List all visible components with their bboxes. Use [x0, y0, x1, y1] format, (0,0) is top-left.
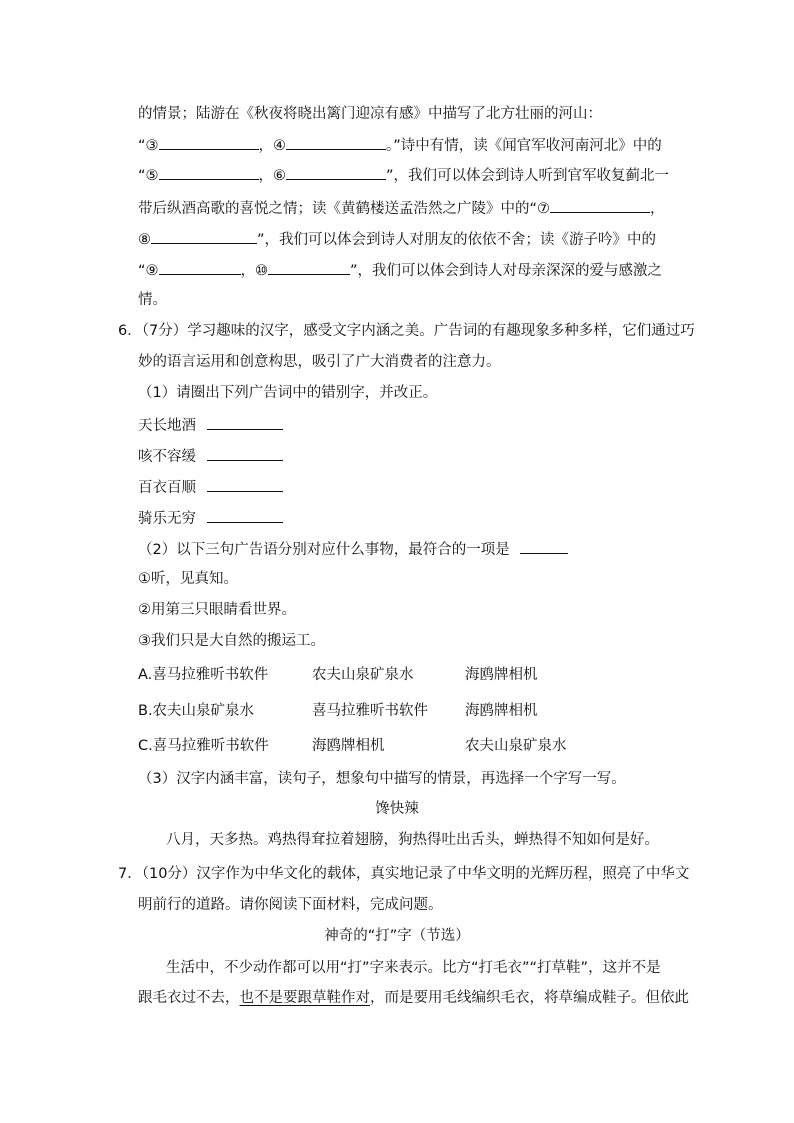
slogan-1 [138, 569, 238, 589]
ad-item [138, 445, 283, 465]
q7-passage-line-2 [138, 988, 689, 1008]
q5-line-5 [138, 228, 656, 248]
passage-text: 生活中，不少动作都可以用“打”字来表示。比方“打毛衣”“打草鞋”，这并不是 [166, 960, 661, 976]
q5-line-6 [138, 259, 662, 279]
slogan-text: ③我们只是大自然的搬运工。 [138, 633, 325, 649]
q5-text: ，④ [258, 138, 287, 154]
ad-item [138, 414, 283, 434]
q7-stem: 明前行的道路。请你阅读下面材料，完成问题。 [138, 897, 443, 913]
q6-stem: 6．（7分）学习趣味的汉字，感受文字内涵之美。广告词的有趣现象多种多样，它们通过巧 [118, 323, 695, 339]
passage-text: ，而是要用毛线编织毛衣，将草编成鞋子。但依此 [370, 990, 689, 1006]
answer-blank-8[interactable] [151, 228, 257, 244]
q5-text: 的情景；陆游在《秋夜将晓出篱门迎凉有感》中描写了北方壮丽的河山： [138, 106, 602, 122]
q6-passage-sentence [166, 830, 659, 850]
option-b-col2: 喜马拉雅听书软件 [312, 703, 428, 719]
q7-stem: 7．（10分）汉字作为中华文化的载体，真实地记录了中华文明的光辉历程，照亮了中华文 [118, 866, 690, 882]
option-c-col3: 农夫山泉矿泉水 [465, 738, 567, 754]
passage-text: 跟毛衣过不去， [138, 990, 240, 1006]
answer-blank-3[interactable] [159, 134, 259, 150]
passage-title-text: 神奇的“打”字（节选） [324, 928, 470, 944]
ad-text: 天长地酒 [138, 418, 196, 434]
slogan-text: ①听，见真知。 [138, 571, 238, 587]
q5-line-3 [138, 164, 669, 184]
q5-text: ⑧ [138, 232, 151, 248]
slogan-3 [138, 631, 325, 651]
q5-line-2 [138, 134, 662, 154]
q7-stem-line-1 [118, 864, 689, 884]
q5-line-1 [138, 104, 602, 124]
option-b-col3: 海鸥牌相机 [465, 703, 538, 719]
ad-correction-blank[interactable] [207, 445, 283, 461]
q5-text: ，⑥ [258, 168, 287, 184]
q6-part3-prompt [138, 769, 626, 789]
q5-line-7 [138, 290, 167, 310]
answer-blank-9[interactable] [159, 259, 241, 275]
q5-text: “⑨ [138, 263, 159, 279]
q5-line-4 [138, 197, 665, 217]
ad-text: 咳不容缓 [138, 449, 196, 465]
q6-part3-text: （3）汉字内涵丰富，读句子，想象句中描写的情景，再选择一个字写一写。 [138, 771, 626, 787]
q5-text: 情。 [138, 292, 167, 308]
ad-correction-blank[interactable] [207, 507, 283, 523]
q5-text: 。”诗中有情，读《闻官军收河南河北》中的 [386, 138, 662, 154]
answer-blank-4[interactable] [286, 134, 386, 150]
ad-text: 骑乐无穷 [138, 511, 196, 527]
option-a-col1[interactable]: A.喜马拉雅听书软件 [138, 667, 269, 683]
q6-stem-line-1 [118, 321, 695, 341]
passage-title-text: 馋快辣 [375, 801, 419, 817]
q6-part2-text: （2）以下三句广告语分别对应什么事物，最符合的一项是 [138, 542, 510, 558]
ad-correction-blank[interactable] [207, 476, 283, 492]
answer-blank-5[interactable] [159, 164, 259, 180]
answer-blank-6[interactable] [286, 164, 386, 180]
q5-text: ， [650, 201, 665, 217]
option-b-col1[interactable]: B.农夫山泉矿泉水 [138, 703, 255, 719]
q5-text: ”，我们可以体会到诗人听到官军收复蓟北一 [386, 168, 670, 184]
q6-part1-prompt [138, 383, 437, 403]
q7-passage-line-1 [166, 958, 661, 978]
answer-blank-7[interactable] [550, 197, 650, 213]
answer-blank-10[interactable] [268, 259, 350, 275]
q6-stem: 妙的语言运用和创意构思，吸引了广大消费者的注意力。 [138, 354, 501, 370]
slogan-2 [138, 600, 296, 620]
q6-stem-line-2 [138, 352, 501, 372]
option-c-col1[interactable]: C.喜马拉雅听书软件 [138, 738, 269, 754]
q5-text: ”，我们可以体会到诗人对朋友的依依不舍；读《游子吟》中的 [257, 232, 657, 248]
q6-part1-text: （1）请圈出下列广告词中的错别字，并改正。 [138, 385, 438, 401]
slogan-text: ②用第三只眼睛看世界。 [138, 602, 296, 618]
q7-passage-title [0, 926, 794, 946]
underlined-phrase: 也不是要跟草鞋作对 [239, 990, 370, 1006]
q5-text: 带后纵酒高歌的喜悦之情；读《黄鹤楼送孟浩然之广陵》中的“⑦ [138, 201, 551, 217]
passage-sentence-text: 八月，天多热。鸡热得耷拉着翅膀，狗热得吐出舌头，蝉热得不知如何是好。 [166, 832, 659, 848]
option-a-col2: 农夫山泉矿泉水 [312, 667, 414, 683]
ad-text: 百衣百顺 [138, 480, 196, 496]
ad-item [138, 507, 283, 527]
q7-stem-line-2 [138, 895, 443, 915]
option-c-col2: 海鸥牌相机 [312, 738, 385, 754]
option-a-col3: 海鸥牌相机 [465, 667, 538, 683]
q5-text: ，⑩ [240, 263, 269, 279]
q5-text: ”，我们可以体会到诗人对母亲深深的爱与感激之 [350, 263, 663, 279]
q6-part2-prompt [138, 538, 568, 558]
choice-answer-blank[interactable] [520, 538, 568, 554]
ad-item [138, 476, 283, 496]
q5-text: “⑤ [138, 168, 159, 184]
q5-text: “③ [138, 138, 159, 154]
ad-correction-blank[interactable] [207, 414, 283, 430]
q6-passage-title [0, 799, 794, 819]
